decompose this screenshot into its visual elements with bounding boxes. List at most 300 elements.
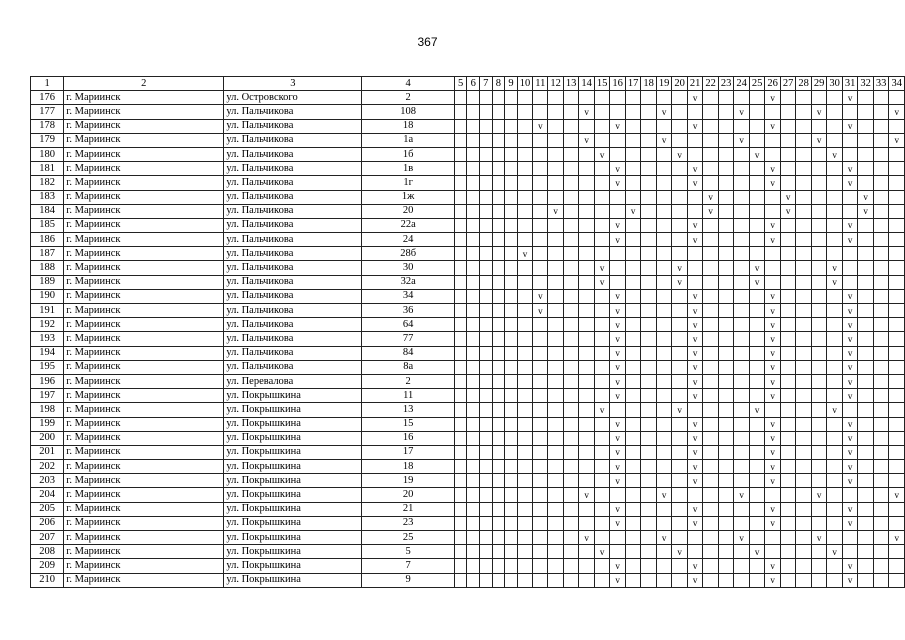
empty-cell (480, 289, 493, 303)
empty-cell (656, 162, 672, 176)
empty-cell (641, 247, 657, 261)
empty-cell (749, 474, 765, 488)
mark-cell: v (842, 304, 858, 318)
empty-cell (873, 389, 889, 403)
empty-cell (625, 190, 641, 204)
empty-cell (548, 289, 564, 303)
empty-cell (594, 474, 610, 488)
empty-cell (765, 531, 781, 545)
empty-cell (454, 318, 467, 332)
street-cell: ул. Пальчикова (224, 289, 362, 303)
table-row (31, 247, 905, 261)
empty-cell (641, 360, 657, 374)
empty-cell (625, 573, 641, 587)
empty-cell (858, 261, 874, 275)
column-header-29: 29 (811, 77, 827, 91)
mark-cell: v (687, 431, 703, 445)
empty-cell (517, 403, 533, 417)
mark-cell: v (594, 403, 610, 417)
mark-cell: v (749, 261, 765, 275)
empty-cell (889, 91, 905, 105)
empty-cell (454, 573, 467, 587)
row-number: 209 (31, 559, 64, 573)
empty-cell (467, 218, 480, 232)
empty-cell (492, 374, 505, 388)
empty-cell (780, 176, 796, 190)
empty-cell (492, 346, 505, 360)
empty-cell (656, 190, 672, 204)
house-number-cell: 1а (362, 133, 454, 147)
empty-cell (858, 218, 874, 232)
empty-cell (656, 545, 672, 559)
empty-cell (480, 360, 493, 374)
empty-cell (827, 91, 843, 105)
empty-cell (480, 261, 493, 275)
empty-cell (703, 133, 719, 147)
empty-cell (827, 502, 843, 516)
mark-cell: v (533, 289, 548, 303)
empty-cell (672, 374, 688, 388)
empty-cell (467, 261, 480, 275)
street-cell: ул. Покрышкина (224, 545, 362, 559)
empty-cell (594, 289, 610, 303)
empty-cell (480, 304, 493, 318)
empty-cell (734, 545, 750, 559)
empty-cell (548, 488, 564, 502)
mark-cell: v (811, 133, 827, 147)
empty-cell (641, 573, 657, 587)
street-cell: ул. Пальчикова (224, 105, 362, 119)
empty-cell (579, 360, 595, 374)
empty-cell (641, 474, 657, 488)
empty-cell (480, 119, 493, 133)
empty-cell (858, 460, 874, 474)
empty-cell (780, 289, 796, 303)
mark-cell: v (610, 389, 626, 403)
mark-cell: v (827, 275, 843, 289)
empty-cell (505, 488, 518, 502)
empty-cell (656, 119, 672, 133)
empty-cell (641, 346, 657, 360)
empty-cell (563, 389, 579, 403)
empty-cell (454, 162, 467, 176)
empty-cell (749, 573, 765, 587)
empty-cell (505, 559, 518, 573)
empty-cell (480, 91, 493, 105)
empty-cell (610, 190, 626, 204)
empty-cell (492, 261, 505, 275)
empty-cell (858, 332, 874, 346)
table-row (31, 374, 905, 388)
mark-cell: v (672, 403, 688, 417)
empty-cell (703, 289, 719, 303)
empty-cell (796, 346, 812, 360)
mark-cell: v (749, 275, 765, 289)
empty-cell (734, 261, 750, 275)
house-number-cell: 25 (362, 531, 454, 545)
empty-cell (594, 162, 610, 176)
empty-cell (467, 176, 480, 190)
empty-cell (480, 445, 493, 459)
mark-cell: v (687, 445, 703, 459)
empty-cell (641, 105, 657, 119)
empty-cell (827, 346, 843, 360)
empty-cell (718, 275, 734, 289)
empty-cell (594, 360, 610, 374)
empty-cell (749, 389, 765, 403)
empty-cell (563, 332, 579, 346)
empty-cell (811, 389, 827, 403)
mark-cell: v (687, 502, 703, 516)
empty-cell (827, 190, 843, 204)
mark-cell: v (765, 119, 781, 133)
empty-cell (625, 247, 641, 261)
street-cell: ул. Пальчикова (224, 304, 362, 318)
house-number-cell: 36 (362, 304, 454, 318)
empty-cell (467, 545, 480, 559)
empty-cell (454, 147, 467, 161)
empty-cell (889, 289, 905, 303)
empty-cell (517, 275, 533, 289)
empty-cell (749, 304, 765, 318)
empty-cell (610, 545, 626, 559)
empty-cell (454, 275, 467, 289)
empty-cell (734, 389, 750, 403)
row-number: 185 (31, 218, 64, 232)
empty-cell (533, 105, 548, 119)
empty-cell (563, 474, 579, 488)
empty-cell (610, 247, 626, 261)
street-cell: ул. Покрышкина (224, 445, 362, 459)
column-header-11: 11 (533, 77, 548, 91)
empty-cell (796, 304, 812, 318)
empty-cell (858, 233, 874, 247)
street-cell: ул. Пальчикова (224, 119, 362, 133)
empty-cell (796, 502, 812, 516)
mark-cell: v (827, 403, 843, 417)
empty-cell (703, 218, 719, 232)
empty-cell (796, 119, 812, 133)
mark-cell: v (765, 431, 781, 445)
empty-cell (467, 289, 480, 303)
empty-cell (811, 119, 827, 133)
empty-cell (533, 445, 548, 459)
empty-cell (827, 247, 843, 261)
empty-cell (563, 374, 579, 388)
empty-cell (548, 374, 564, 388)
empty-cell (625, 545, 641, 559)
empty-cell (641, 119, 657, 133)
mark-cell: v (734, 531, 750, 545)
mark-cell: v (610, 431, 626, 445)
empty-cell (858, 474, 874, 488)
empty-cell (811, 204, 827, 218)
empty-cell (842, 261, 858, 275)
empty-cell (625, 147, 641, 161)
city-cell: г. Мариинск (64, 332, 224, 346)
mark-cell: v (780, 190, 796, 204)
empty-cell (480, 573, 493, 587)
empty-cell (703, 162, 719, 176)
empty-cell (780, 502, 796, 516)
house-number-cell: 8а (362, 360, 454, 374)
mark-cell: v (811, 488, 827, 502)
empty-cell (492, 133, 505, 147)
empty-cell (454, 105, 467, 119)
empty-cell (873, 488, 889, 502)
city-cell: г. Мариинск (64, 389, 224, 403)
empty-cell (858, 119, 874, 133)
empty-cell (517, 91, 533, 105)
mark-cell: v (610, 474, 626, 488)
empty-cell (703, 502, 719, 516)
column-header-24: 24 (734, 77, 750, 91)
empty-cell (749, 346, 765, 360)
empty-cell (734, 559, 750, 573)
empty-cell (563, 147, 579, 161)
empty-cell (734, 474, 750, 488)
empty-cell (563, 119, 579, 133)
table-row (31, 133, 905, 147)
mark-cell: v (610, 559, 626, 573)
empty-cell (467, 488, 480, 502)
empty-cell (480, 162, 493, 176)
empty-cell (454, 247, 467, 261)
city-cell: г. Мариинск (64, 346, 224, 360)
empty-cell (889, 318, 905, 332)
empty-cell (548, 545, 564, 559)
empty-cell (492, 176, 505, 190)
empty-cell (548, 346, 564, 360)
empty-cell (467, 247, 480, 261)
empty-cell (765, 261, 781, 275)
mark-cell: v (687, 318, 703, 332)
empty-cell (641, 318, 657, 332)
empty-cell (641, 261, 657, 275)
empty-cell (548, 403, 564, 417)
empty-cell (827, 204, 843, 218)
empty-cell (492, 389, 505, 403)
empty-cell (548, 332, 564, 346)
mark-cell: v (610, 502, 626, 516)
city-cell: г. Мариинск (64, 531, 224, 545)
house-number-cell: 20 (362, 488, 454, 502)
empty-cell (625, 474, 641, 488)
mark-cell: v (765, 360, 781, 374)
mark-cell: v (749, 147, 765, 161)
empty-cell (796, 332, 812, 346)
row-number: 183 (31, 190, 64, 204)
empty-cell (467, 204, 480, 218)
empty-cell (563, 289, 579, 303)
empty-cell (563, 431, 579, 445)
empty-cell (533, 91, 548, 105)
empty-cell (842, 105, 858, 119)
row-number: 186 (31, 233, 64, 247)
house-number-cell: 18 (362, 460, 454, 474)
empty-cell (467, 91, 480, 105)
empty-cell (858, 573, 874, 587)
empty-cell (517, 133, 533, 147)
empty-cell (563, 488, 579, 502)
city-cell: г. Мариинск (64, 417, 224, 431)
empty-cell (780, 119, 796, 133)
empty-cell (454, 119, 467, 133)
empty-cell (780, 261, 796, 275)
row-number: 178 (31, 119, 64, 133)
empty-cell (579, 445, 595, 459)
empty-cell (734, 417, 750, 431)
city-cell: г. Мариинск (64, 105, 224, 119)
table-row (31, 91, 905, 105)
empty-cell (505, 460, 518, 474)
table-row (31, 488, 905, 502)
empty-cell (579, 190, 595, 204)
empty-cell (780, 233, 796, 247)
table-row (31, 474, 905, 488)
empty-cell (594, 190, 610, 204)
empty-cell (480, 105, 493, 119)
empty-cell (873, 346, 889, 360)
house-number-cell: 28б (362, 247, 454, 261)
city-cell: г. Мариинск (64, 261, 224, 275)
empty-cell (563, 573, 579, 587)
empty-cell (625, 318, 641, 332)
empty-cell (889, 218, 905, 232)
empty-cell (454, 332, 467, 346)
empty-cell (749, 531, 765, 545)
empty-cell (827, 233, 843, 247)
empty-cell (641, 445, 657, 459)
empty-cell (811, 275, 827, 289)
city-cell: г. Мариинск (64, 374, 224, 388)
empty-cell (641, 389, 657, 403)
empty-cell (873, 417, 889, 431)
empty-cell (563, 531, 579, 545)
empty-cell (492, 516, 505, 530)
mark-cell: v (889, 133, 905, 147)
empty-cell (873, 318, 889, 332)
empty-cell (480, 403, 493, 417)
mark-cell: v (827, 545, 843, 559)
empty-cell (480, 346, 493, 360)
empty-cell (594, 119, 610, 133)
column-header-23: 23 (718, 77, 734, 91)
empty-cell (492, 190, 505, 204)
empty-cell (703, 559, 719, 573)
house-number-cell: 20 (362, 204, 454, 218)
empty-cell (579, 304, 595, 318)
empty-cell (505, 360, 518, 374)
city-cell: г. Мариинск (64, 289, 224, 303)
empty-cell (842, 403, 858, 417)
empty-cell (517, 417, 533, 431)
mark-cell: v (889, 531, 905, 545)
empty-cell (641, 133, 657, 147)
empty-cell (796, 445, 812, 459)
empty-cell (454, 91, 467, 105)
mark-cell: v (765, 374, 781, 388)
row-number: 207 (31, 531, 64, 545)
empty-cell (625, 261, 641, 275)
empty-cell (656, 275, 672, 289)
mark-cell: v (765, 516, 781, 530)
empty-cell (625, 431, 641, 445)
house-number-cell: 2 (362, 374, 454, 388)
empty-cell (703, 488, 719, 502)
empty-cell (492, 289, 505, 303)
empty-cell (749, 91, 765, 105)
empty-cell (889, 247, 905, 261)
empty-cell (780, 460, 796, 474)
column-header-13: 13 (563, 77, 579, 91)
empty-cell (749, 374, 765, 388)
empty-cell (579, 516, 595, 530)
empty-cell (811, 233, 827, 247)
empty-cell (492, 275, 505, 289)
empty-cell (505, 332, 518, 346)
empty-cell (480, 332, 493, 346)
empty-cell (563, 417, 579, 431)
column-header-19: 19 (656, 77, 672, 91)
empty-cell (480, 233, 493, 247)
empty-cell (517, 261, 533, 275)
row-number: 184 (31, 204, 64, 218)
empty-cell (492, 531, 505, 545)
row-number: 189 (31, 275, 64, 289)
empty-cell (610, 261, 626, 275)
column-header-18: 18 (641, 77, 657, 91)
empty-cell (517, 389, 533, 403)
mark-cell: v (687, 218, 703, 232)
street-cell: ул. Покрышкина (224, 559, 362, 573)
empty-cell (625, 460, 641, 474)
empty-cell (858, 91, 874, 105)
empty-cell (505, 516, 518, 530)
row-number: 181 (31, 162, 64, 176)
mark-cell: v (842, 218, 858, 232)
row-number: 205 (31, 502, 64, 516)
empty-cell (889, 445, 905, 459)
empty-cell (858, 559, 874, 573)
empty-cell (492, 318, 505, 332)
empty-cell (718, 389, 734, 403)
empty-cell (734, 147, 750, 161)
empty-cell (873, 275, 889, 289)
mark-cell: v (765, 445, 781, 459)
table-row (31, 176, 905, 190)
empty-cell (672, 531, 688, 545)
table-row (31, 332, 905, 346)
page-number: 367 (417, 35, 438, 49)
empty-cell (827, 460, 843, 474)
empty-cell (765, 204, 781, 218)
mark-cell: v (610, 119, 626, 133)
empty-cell (796, 318, 812, 332)
empty-cell (505, 531, 518, 545)
empty-cell (734, 445, 750, 459)
empty-cell (672, 332, 688, 346)
empty-cell (889, 304, 905, 318)
mark-cell: v (687, 389, 703, 403)
mark-cell: v (765, 474, 781, 488)
empty-cell (858, 346, 874, 360)
empty-cell (889, 417, 905, 431)
empty-cell (505, 389, 518, 403)
mark-cell: v (765, 289, 781, 303)
empty-cell (563, 516, 579, 530)
empty-cell (533, 346, 548, 360)
